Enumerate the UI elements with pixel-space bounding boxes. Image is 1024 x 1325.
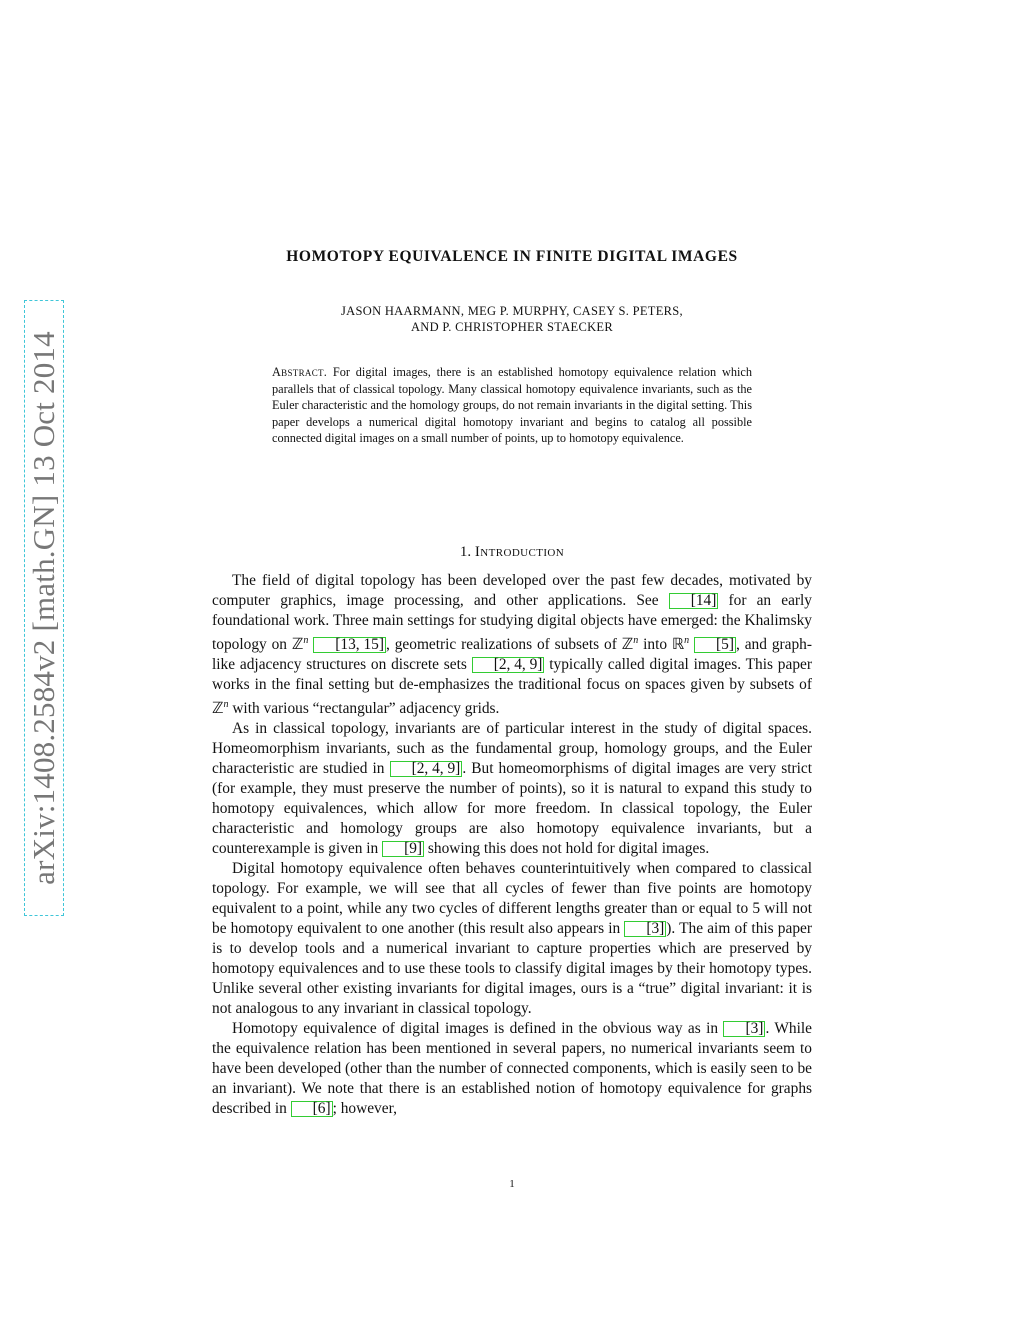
section-heading — [0, 544, 1024, 561]
superscript: n — [684, 635, 690, 646]
abstract — [272, 364, 752, 447]
citation-link[interactable]: [9] — [382, 841, 424, 857]
citation-link[interactable]: [13, 15] — [313, 637, 386, 653]
citation-link[interactable]: [6] — [291, 1101, 333, 1117]
paragraph: Homotopy equivalence of digital images is defined in the obvious way as in [3] . While the equivalence relation has been mentioned in several papers, no numerical invariants seem to have been developed (other than the number of connected components, which is easily seen to be an invariant). We note that there is an established notion of homotopy equivalence for graphs described in [6] ; however, — [212, 1020, 812, 1118]
superscript: n — [633, 635, 639, 646]
citation-link[interactable]: [3] — [624, 921, 666, 937]
paragraph: As in classical topology, invariants are of particular interest in the study of digital spaces. Homeomorphism invariants, such as the fundamental group, homology groups, and the Euler characteristic are studied in [2, 4, 9] . But homeomorphisms of digital images are very strict (for example, they must preserve the number of points), so it is natural to expand this study to homotopy equivalences, which allow for more freedom. In classical topology, the Euler characteristic and homology groups are also homotopy equivalence invariants, but a counterexample is given in [9] showing this does not hold for digital images. — [212, 720, 812, 858]
citation-link[interactable]: [5] — [694, 637, 736, 653]
citation-link[interactable]: [3] — [723, 1021, 765, 1037]
authors — [0, 303, 1024, 335]
arxiv-identifier-stamp — [24, 300, 64, 916]
page-number: 1 — [509, 1178, 515, 1190]
authors-line-2: AND P. CHRISTOPHER STAECKER — [410, 320, 614, 334]
paragraph: Digital homotopy equivalence often behaves counterintuitively when compared to classical topology. For example, we will see that all cycles of fewer than five points are homotopy equivalent to a point, while any two cycles of different lengths greater than or equal to 5 will not be homotopy equivalent to one another (this result also appears in [3] ). The aim of this paper is to develop tools and a numerical invariant to capture properties which are preserved by homotopy equivalences and to use these tools to classify digital images by their homotopy types. Unlike several other existing invariants for digital images, ours is a “true” digital invariant: it is not analogous to any invariant in classical topology. — [212, 860, 812, 1018]
paper-title: HOMOTOPY EQUIVALENCE IN FINITE DIGITAL IMAGES — [286, 248, 738, 265]
section-number: 1. — [459, 544, 472, 560]
citation-link[interactable]: [14] — [669, 593, 719, 609]
body-text — [212, 571, 812, 1119]
superscript: n — [223, 699, 229, 711]
superscript: n — [303, 635, 309, 646]
arxiv-identifier-text: arXiv:1408.2584v2 [math.GN] 13 Oct 2014 — [26, 331, 61, 885]
abstract-text: For digital images, there is an established homotopy equivalence relation which parallels that of classical topology. Many classical homotopy equivalence invariants, such as the Euler characteristic and the homology groups, do not remain invariants in the digital setting. This paper develops a numerical digital homotopy invariant and begins to catalog all possible connected digital images on a small number of points, up to homotopy equivalence. — [272, 365, 752, 446]
section-title: Introduction — [474, 544, 565, 560]
citation-link[interactable]: [2, 4, 9] — [390, 761, 463, 777]
abstract-label: Abstract. — [272, 365, 328, 379]
citation-link[interactable]: [2, 4, 9] — [472, 657, 545, 673]
authors-line-1: JASON HAARMANN, MEG P. MURPHY, CASEY S. PETERS, — [341, 304, 683, 318]
paragraph: The field of digital topology has been developed over the past few decades, motivated by computer graphics, image processing, and other applications. See [14] for an early foundational work. Three main settings for studying digital objects have emerged: the Khalimsky topology on ℤ$^n$ [13, 15] , geometric realizations of subsets of ℤ$^n$ into ℝ$^n$ [5] , and graph-like adjacency structures on discrete sets [2, 4, 9] typically called digital images. This paper works in the final setting but de-emphasizes the traditional focus on spaces given by subsets of ℤ$^n$ with various “rectangular” adjacency grids. — [212, 572, 812, 718]
